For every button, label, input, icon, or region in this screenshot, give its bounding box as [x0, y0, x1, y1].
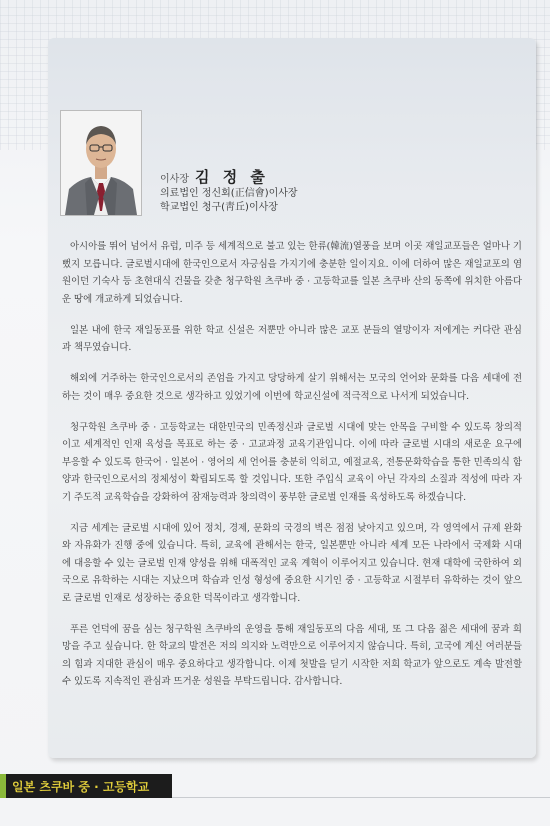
paragraph-5: 지금 세계는 글로벌 시대에 있어 정치, 경제, 문화의 국경의 벽은 점점 낮아지고 있으며, 각 영역에서 규제 완화와 자유화가 진행 중에 있습니다. 특히, 교육에 관해서는 한국, 일본뿐만 아니라 세계 모든 나라에서 국제화 시대에 대응할 수 있는 글로벌 인재 양성을 위해 대폭적인 교육 계혁이 이루어지고 있습니다. 현재 대학에 국한하여 외국으로 유학하는 시대는 지났으며 학습과 인성 형성에 중요한 시기인 중 · 고등학교 시절부터 유학하는 것이 앞으로 글로벌 인재로 성장하는 중요한 덕목이라고 생각합니다.	[62, 522, 522, 604]
person-name: 김 정 출	[194, 168, 269, 186]
paragraph-3: 해외에 거주하는 한국인으로서의 존엄을 가지고 당당하게 살기 위해서는 모국의 언어와 문화를 다음 세대에 전하는 것이 매우 중요한 것으로 생각하고 있었기에 이번에 학교신설에 적극적으로 나서게 되었습니다.	[62, 373, 522, 402]
role-label: 이사장	[160, 174, 189, 185]
footer-divider	[172, 797, 550, 798]
paragraph-4: 청구학원 츠쿠바 중 · 고등학교는 대한민국의 민족정신과 글로벌 시대에 맞는 안목을 구비할 수 있도록 창의적이고 세계적인 인재 육성을 목표로 하는 중 · 고교과정 교육기관입니다. 이에 따라 글로벌 시대의 새로운 요구에 부응할 수 있도록 한국어 · 일본어 · 영어의 세 언어를 충분히 익히고, 예절교육, 전통문화학습을 통한 민족의식 함양과 한국인으로서의 정체성이 확립되도록 할 것입니다. 또한 주입식 교육이 아닌 각자의 소질과 적성에 따라 자기 주도적 교육학습을 강화하여 잠재능력과 창의력이 풍부한 글로벌 인재를 육성하도록 하겠습니다.	[62, 421, 522, 503]
position-line-1: 의료법인 정신회(正信會)이사장	[160, 188, 298, 199]
chairman-portrait	[60, 110, 142, 216]
paragraph-2: 일본 내에 한국 재일동포를 위한 학교 신설은 저뿐만 아니라 많은 교포 분들의 열망이자 저에게는 커다란 관심과 책무였습니다.	[62, 324, 522, 354]
profile-block	[160, 170, 298, 215]
position-line-2: 학교법인 청구(靑丘)이사장	[160, 202, 278, 213]
message-body	[62, 238, 522, 705]
paragraph-1: 아시아를 뛰어 넘어서 유럽, 미주 등 세계적으로 불고 있는 한류(韓流)열풍을 보며 이곳 재일교포들은 얼마나 기뻤지 모릅니다. 글로벌시대에 한국인으로서 자긍심을 가지기에 충분한 일이지요. 이에 더하여 많은 재일교포의 염원이던 기숙사 등 초현대식 건물을 갖춘 청구학원 츠쿠바 중 · 고등학교를 일본 츠쿠바 산의 동쪽에 위치한 아름다운 땅에 개교하게 되었습니다.	[62, 241, 522, 305]
paragraph-6: 푸른 언덕에 꿈을 심는 청구학원 츠쿠바의 운영을 통해 재일동포의 다음 세대, 또 그 다음 젊은 세대에 꿈과 희망을 주고 싶습니다. 한 학교의 발전은 저의 의지와 노력만으로 이루어지지 않습니다. 특히, 고국에 계신 여러분들의 힘과 지대한 관심이 매우 중요하다고 생각합니다. 이제 첫발을 딛기 시작한 저희 학교가 앞으로도 계속 발전할 수 있도록 지속적인 관심과 뜨거운 성원을 부탁드립니다. 감사합니다.	[62, 623, 522, 688]
footer-title: 일본 츠쿠바 중 · 고등학교	[12, 780, 150, 794]
name-line	[160, 170, 298, 187]
footer-accent	[0, 774, 6, 798]
